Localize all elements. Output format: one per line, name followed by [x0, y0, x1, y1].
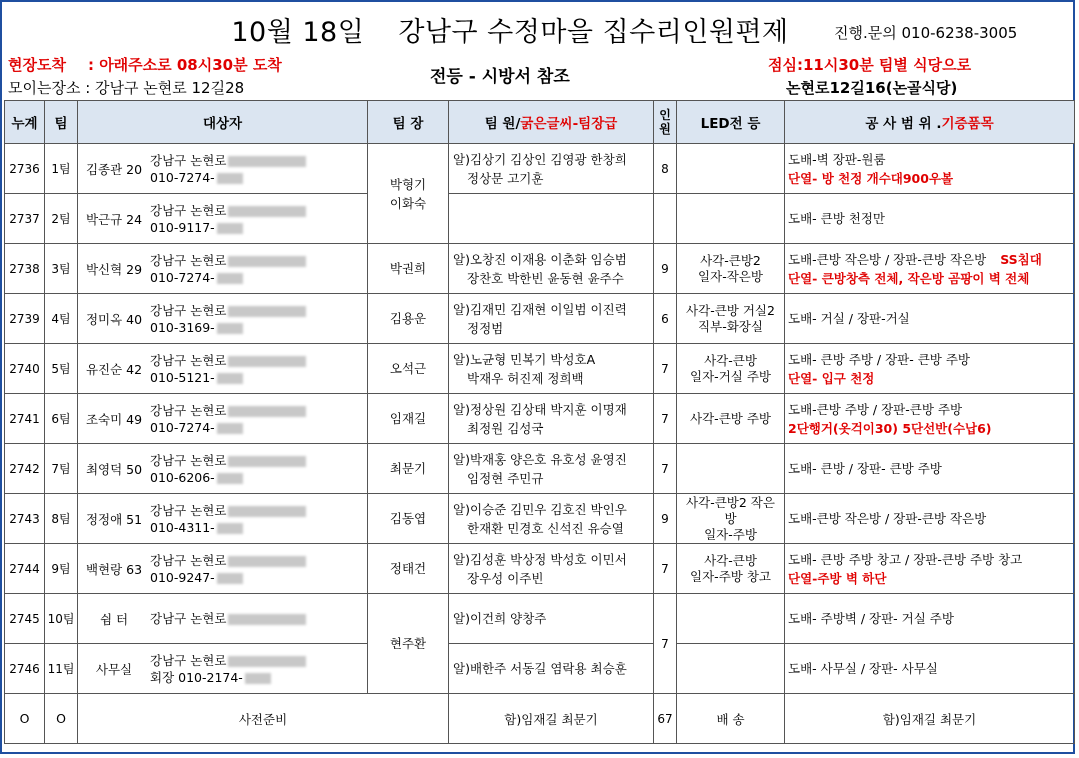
cell-target: [78, 594, 368, 644]
cell-count: 7: [654, 444, 677, 494]
scope-text: 도배-큰방 작은방 / 장판-큰방 작은방: [788, 251, 987, 267]
target-name: 정미옥 40: [85, 311, 143, 327]
members-line1: 알)이건희 양창주: [453, 611, 547, 626]
phone-line: [150, 369, 306, 386]
table-row: [5, 494, 1075, 544]
footer-no: O: [5, 694, 45, 744]
table-row: [5, 394, 1075, 444]
scope-donation: SS침대: [1000, 251, 1042, 267]
target-wrap: [78, 402, 367, 436]
cell-led: 사각-큰방 일자-거실 주방: [677, 344, 785, 394]
col-scope-note: 기증품목: [941, 116, 994, 132]
scope-line2: 단열-주방 벽 하단: [788, 570, 887, 586]
cell-team: 11팀: [45, 644, 78, 694]
address-line: [150, 552, 306, 569]
scope-text: 도배- 거실 / 장판-거실: [788, 311, 910, 326]
target-wrap: [78, 252, 367, 286]
cell-leader: 박형기 이화숙: [368, 144, 449, 244]
cell-cumulative: 2737: [5, 194, 45, 244]
address-text: 강남구 논현로: [150, 611, 227, 626]
cell-led: [677, 594, 785, 644]
members-line1: 알)이승준 김민우 김호진 박인우: [453, 501, 627, 517]
cell-target: [78, 144, 368, 194]
cell-leader: 오석근: [368, 344, 449, 394]
scope-text: 도배- 주방벽 / 장판- 거실 주방: [788, 611, 954, 626]
cell-scope: [785, 594, 1075, 644]
redacted-phone: [217, 173, 243, 184]
cell-cumulative: 2739: [5, 294, 45, 344]
cell-team: 10팀: [45, 594, 78, 644]
redacted-address: [228, 156, 306, 167]
redacted-phone: [217, 323, 243, 334]
table-row: [5, 594, 1075, 644]
cell-led: [677, 444, 785, 494]
phone-text: 010-7274-: [150, 419, 215, 435]
scope-text: 도배-큰방 작은방 / 장판-큰방 작은방: [788, 511, 987, 526]
target-name: 김종관 20: [85, 161, 143, 177]
members-line1: 알)배한주 서동길 염락용 최승훈: [453, 661, 627, 676]
members-line1: 알)박재홍 양은호 유호성 윤영진: [453, 451, 627, 467]
target-name: 쉼 터: [99, 611, 129, 627]
redacted-phone: [217, 523, 243, 534]
cell-count: 6: [654, 294, 677, 344]
col-leader: 팀 장: [368, 101, 449, 144]
cell-leader: 박권희: [368, 244, 449, 294]
col-led: LED전 등: [677, 101, 785, 144]
address-text: 강남구 논현로: [150, 352, 227, 368]
members-line1: 알)김상기 김상인 김영광 한창희: [453, 151, 627, 167]
target-wrap: [78, 302, 367, 336]
target-address: [150, 252, 306, 286]
cell-members: [449, 494, 654, 544]
cell-led: 사각-큰방 주방: [677, 394, 785, 444]
target-name: 유진순 42: [85, 361, 143, 377]
cell-cumulative: 2736: [5, 144, 45, 194]
cell-team: 4팀: [45, 294, 78, 344]
footer-row: [5, 694, 1075, 744]
arrival-label: 현장도착: [8, 56, 66, 74]
lunch-place: 논현로12길16(논골식당): [786, 79, 958, 97]
redacted-phone: [217, 423, 243, 434]
target-wrap: [78, 502, 367, 536]
cell-leader: 임재길: [368, 394, 449, 444]
address-text: 강남구 논현로: [150, 302, 227, 318]
cell-team: 5팀: [45, 344, 78, 394]
target-wrap: [78, 652, 367, 686]
cell-led: [677, 644, 785, 694]
cell-count: 8: [654, 144, 677, 194]
cell-leader: 현주환: [368, 594, 449, 694]
target-name: 정정애 51: [85, 511, 143, 527]
members-line2: 장우성 이주빈: [467, 570, 544, 586]
table-row: [5, 194, 1075, 244]
cell-led: 사각-큰방 일자-주방 창고: [677, 544, 785, 594]
cell-members: [449, 594, 654, 644]
footer-led: 배 송: [677, 694, 785, 744]
cell-cumulative: 2738: [5, 244, 45, 294]
target-address: [150, 502, 306, 536]
target-address: [150, 302, 306, 336]
cell-members: [449, 344, 654, 394]
arrival-text: : 아래주소로 08시30분 도착: [87, 56, 282, 74]
col-cumulative: 누계: [5, 101, 45, 144]
redacted-phone: [245, 673, 271, 684]
col-target: 대상자: [78, 101, 368, 144]
cell-target: [78, 394, 368, 444]
phone-text: 010-5121-: [150, 369, 215, 385]
cell-cumulative: 2745: [5, 594, 45, 644]
members-line1: 알)오창진 이재용 이춘화 임승범: [453, 251, 627, 267]
cell-target: [78, 344, 368, 394]
cell-cumulative: 2742: [5, 444, 45, 494]
address-line: [150, 652, 306, 669]
members-line2: 박재우 허진제 정희백: [467, 370, 584, 386]
address-line: [150, 402, 306, 419]
col-count: 인원: [654, 101, 677, 144]
cell-leader: 김용운: [368, 294, 449, 344]
target-address: [150, 452, 306, 486]
cell-cumulative: 2743: [5, 494, 45, 544]
cell-led: 사각-큰방2 일자-작은방: [677, 244, 785, 294]
contact-info: 진행.문의 010-6238-3005: [834, 24, 1018, 42]
footer-team: O: [45, 694, 78, 744]
cell-count: 9: [654, 244, 677, 294]
address-line: [150, 502, 306, 519]
address-text: 강남구 논현로: [150, 552, 227, 568]
cell-led: [677, 144, 785, 194]
col-members-note: 굵은글씨-팀장급: [520, 116, 618, 132]
address-line: [150, 352, 306, 369]
cell-members: [449, 194, 654, 244]
scope-line1: [788, 250, 1071, 269]
col-members: [449, 101, 654, 144]
cell-scope: [785, 444, 1075, 494]
cell-team: 3팀: [45, 244, 78, 294]
target-name: 박신혁 29: [85, 261, 143, 277]
scope-line1: [788, 609, 1071, 628]
led-note: 전등 - 시방서 참조: [430, 67, 570, 87]
phone-line: [150, 319, 306, 336]
redacted-address: [228, 306, 306, 317]
cell-count: 7: [654, 544, 677, 594]
cell-target: [78, 294, 368, 344]
cell-scope: [785, 144, 1075, 194]
phone-line: [150, 269, 306, 286]
cell-cumulative: 2740: [5, 344, 45, 394]
phone-text: 010-6206-: [150, 469, 215, 485]
cell-leader: 최문기: [368, 444, 449, 494]
cell-team: 9팀: [45, 544, 78, 594]
cell-members: [449, 644, 654, 694]
target-address: [150, 202, 306, 236]
cell-members: [449, 394, 654, 444]
col-scope: [785, 101, 1075, 144]
scope-text: 도배- 큰방 천정만: [788, 211, 885, 226]
cell-led: [677, 194, 785, 244]
cell-count: 7: [654, 594, 677, 694]
table-row: [5, 344, 1075, 394]
members-line1: 알)김성훈 박상정 박성호 이민서: [453, 551, 627, 567]
title-text: 강남구 수정마을 집수리인원편제: [398, 17, 789, 48]
scope-line1: [788, 550, 1071, 569]
cell-scope: [785, 394, 1075, 444]
table-row: [5, 444, 1075, 494]
cell-scope: [785, 344, 1075, 394]
phone-line: [150, 219, 306, 236]
members-line2: 한재환 민경호 신석진 유승열: [467, 520, 624, 536]
members-line2: 임정현 주민규: [467, 470, 544, 486]
phone-text: 010-9117-: [150, 219, 215, 235]
cell-led: 사각-큰방 거실2 직부-화장실: [677, 294, 785, 344]
target-wrap: [78, 352, 367, 386]
scope-text: 도배- 큰방 주방 / 장판- 큰방 주방: [788, 351, 970, 367]
cell-target: [78, 194, 368, 244]
redacted-address: [228, 614, 306, 625]
cell-scope: [785, 494, 1075, 544]
address-text: 강남구 논현로: [150, 652, 227, 668]
target-address: [150, 610, 306, 627]
arrival-note: [8, 54, 282, 75]
address-text: 강남구 논현로: [150, 452, 227, 468]
target-wrap: [78, 452, 367, 486]
redacted-address: [228, 406, 306, 417]
redacted-address: [228, 206, 306, 217]
phone-text: 010-3169-: [150, 319, 215, 335]
cell-count: [654, 194, 677, 244]
col-scope-label: 공 사 범 위 .: [865, 116, 942, 132]
target-address: [150, 352, 306, 386]
cell-scope: [785, 244, 1075, 294]
phone-line: [150, 419, 306, 436]
target-wrap: [78, 610, 367, 628]
target-name: 조숙미 49: [85, 411, 143, 427]
cell-scope: [785, 294, 1075, 344]
scope-line2: 단열- 입구 천정: [788, 370, 875, 386]
phone-text: 회장 010-2174-: [150, 669, 243, 685]
cell-target: [78, 244, 368, 294]
redacted-address: [228, 356, 306, 367]
redacted-phone: [217, 473, 243, 484]
address-line: [150, 610, 306, 627]
phone-text: 010-7274-: [150, 169, 215, 185]
cell-members: [449, 244, 654, 294]
phone-line: [150, 569, 306, 586]
scope-text: 도배-큰방 주방 / 장판-큰방 주방: [788, 401, 963, 417]
cell-count: 7: [654, 344, 677, 394]
address-text: 강남구 논현로: [150, 252, 227, 268]
cell-led: 사각-큰방2 작은 방 일자-주방: [677, 494, 785, 544]
scope-line1: [788, 150, 1071, 169]
address-text: 강남구 논현로: [150, 402, 227, 418]
cell-members: [449, 444, 654, 494]
address-line: [150, 452, 306, 469]
redacted-phone: [217, 373, 243, 384]
scope-text: 도배- 큰방 / 장판- 큰방 주방: [788, 461, 942, 476]
assignment-table: [4, 100, 1075, 744]
address-text: 강남구 논현로: [150, 152, 227, 168]
footer-scope: 함)임재길 최문기: [785, 694, 1075, 744]
cell-target: [78, 494, 368, 544]
address-line: [150, 202, 306, 219]
target-name: 백현랑 63: [85, 561, 143, 577]
table-row: [5, 144, 1075, 194]
scope-line1: [788, 400, 1071, 419]
cell-team: 6팀: [45, 394, 78, 444]
scope-line1: [788, 350, 1071, 369]
address-line: [150, 302, 306, 319]
target-name: 박근규 24: [85, 211, 143, 227]
cell-cumulative: 2744: [5, 544, 45, 594]
address-text: 강남구 논현로: [150, 202, 227, 218]
members-line1: 알)노균형 민복기 박성호A: [453, 351, 596, 367]
title-date: 10월 18일: [231, 17, 365, 48]
cell-team: 2팀: [45, 194, 78, 244]
cell-members: [449, 544, 654, 594]
target-address: [150, 652, 306, 686]
members-line2: 정정범: [467, 320, 504, 336]
cell-scope: [785, 544, 1075, 594]
footer-prep: 사전준비: [78, 694, 449, 744]
lunch-note: 점심:11시30분 팀별 식당으로: [768, 56, 972, 74]
col-team: 팀: [45, 101, 78, 144]
redacted-address: [228, 256, 306, 267]
redacted-phone: [217, 223, 243, 234]
cell-target: [78, 444, 368, 494]
cell-members: [449, 294, 654, 344]
scope-text: 도배-벽 장판-원룸: [788, 151, 886, 167]
table-row: [5, 544, 1075, 594]
target-address: [150, 402, 306, 436]
cell-cumulative: 2746: [5, 644, 45, 694]
members-line2: 정상문 고기훈: [467, 170, 544, 186]
target-wrap: [78, 552, 367, 586]
col-members-label: 팀 원/: [484, 116, 521, 132]
header-row: [5, 101, 1075, 144]
redacted-address: [228, 456, 306, 467]
cell-team: 1팀: [45, 144, 78, 194]
redacted-address: [228, 556, 306, 567]
scope-line2: 2단행거(옷걱이30) 5단선반(수납6): [788, 420, 992, 436]
footer-count: 67: [654, 694, 677, 744]
table-row: [5, 244, 1075, 294]
members-line2: 장찬호 박한빈 윤동현 윤주수: [467, 270, 624, 286]
redacted-address: [228, 656, 306, 667]
scope-line1: [788, 309, 1071, 328]
target-wrap: [78, 202, 367, 236]
cell-team: 7팀: [45, 444, 78, 494]
cell-count: 7: [654, 394, 677, 444]
scope-line1: [788, 659, 1071, 678]
phone-line: [150, 669, 306, 686]
phone-line: [150, 469, 306, 486]
address-line: [150, 152, 306, 169]
redacted-phone: [217, 573, 243, 584]
meeting-place: 모이는장소 : 강남구 논현로 12길28: [8, 79, 245, 97]
scope-text: 도배- 사무실 / 장판- 사무실: [788, 661, 938, 676]
cell-members: [449, 144, 654, 194]
cell-target: [78, 544, 368, 594]
members-line2: 최정원 김성국: [467, 420, 544, 436]
footer-members: 함)임재길 최문기: [449, 694, 654, 744]
scope-line1: [788, 209, 1071, 228]
target-address: [150, 552, 306, 586]
scope-text: 도배- 큰방 주방 창고 / 장판-큰방 주방 창고: [788, 551, 1023, 567]
target-address: [150, 152, 306, 186]
cell-count: 9: [654, 494, 677, 544]
table-row: [5, 644, 1075, 694]
phone-text: 010-4311-: [150, 519, 215, 535]
phone-text: 010-7274-: [150, 269, 215, 285]
cell-scope: [785, 644, 1075, 694]
address-line: [150, 252, 306, 269]
phone-line: [150, 169, 306, 186]
redacted-phone: [217, 273, 243, 284]
cell-scope: [785, 194, 1075, 244]
cell-leader: 정태건: [368, 544, 449, 594]
target-wrap: [78, 152, 367, 186]
cell-team: 8팀: [45, 494, 78, 544]
cell-cumulative: 2741: [5, 394, 45, 444]
scope-line2: 단열- 방 천정 개수대900우볼: [788, 170, 954, 186]
phone-line: [150, 519, 306, 536]
phone-text: 010-9247-: [150, 569, 215, 585]
cell-leader: 김동엽: [368, 494, 449, 544]
target-name: 사무실: [95, 661, 133, 677]
redacted-address: [228, 506, 306, 517]
cell-target: [78, 644, 368, 694]
address-text: 강남구 논현로: [150, 502, 227, 518]
scope-line1: [788, 509, 1071, 528]
members-line1: 알)정상원 김상태 박지훈 이명재: [453, 401, 627, 417]
members-line1: 알)김재민 김재현 이일범 이진력: [453, 301, 627, 317]
scope-line1: [788, 459, 1071, 478]
target-name: 최영덕 50: [85, 461, 143, 477]
scope-line2: 단열- 큰방창측 전체, 작은방 곰팡이 벽 전체: [788, 270, 1030, 286]
table-row: [5, 294, 1075, 344]
